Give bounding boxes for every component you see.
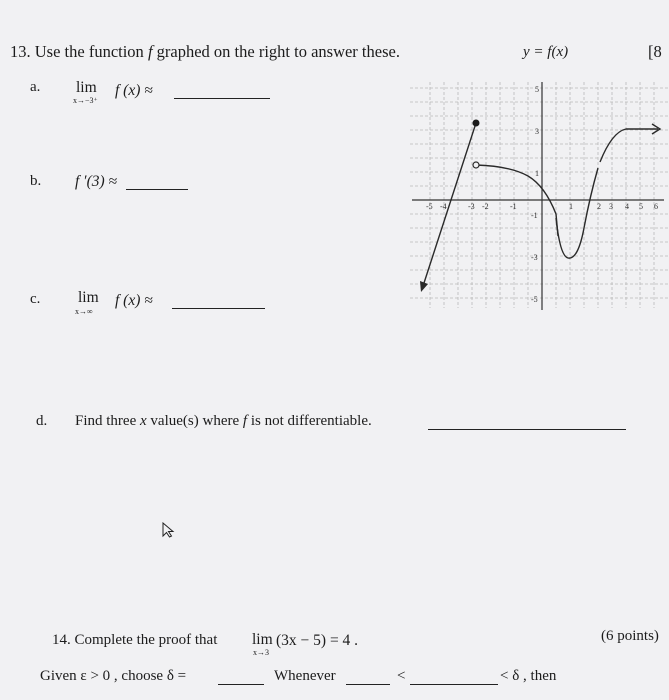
x-tick-label: 4 bbox=[625, 202, 629, 211]
answer-blank-d[interactable] bbox=[428, 429, 626, 430]
curve-right bbox=[600, 129, 658, 162]
curve-dip bbox=[556, 168, 598, 258]
q14-expr: (3x − 5) = 4 . bbox=[276, 632, 359, 649]
part-d-pre: Find three bbox=[75, 413, 140, 429]
part-c-lim: lim bbox=[78, 289, 99, 306]
question-14-prompt: 14. Complete the proof that bbox=[52, 632, 218, 648]
x-tick-label: 3 bbox=[609, 202, 613, 211]
part-a-expr: f (x) ≈ bbox=[115, 82, 153, 99]
x-tick-label: -1 bbox=[510, 202, 517, 211]
graph-grid bbox=[410, 82, 668, 308]
part-d-x: x bbox=[140, 413, 147, 429]
question-number: 13. bbox=[10, 42, 31, 61]
y-tick-label: -1 bbox=[531, 211, 538, 220]
q14-given: Given ε > 0 , choose δ = bbox=[40, 668, 187, 684]
answer-blank-whenever-right[interactable] bbox=[410, 684, 498, 685]
curve-f bbox=[420, 123, 660, 292]
part-d-label: d. bbox=[36, 413, 48, 429]
part-d-f: f bbox=[242, 413, 248, 429]
question-13-prompt bbox=[10, 42, 400, 62]
prompt-pre: Use the function bbox=[34, 42, 148, 61]
q14-lt: < bbox=[397, 668, 406, 684]
answer-blank-c[interactable] bbox=[172, 308, 265, 309]
part-a-label: a. bbox=[30, 79, 41, 95]
y-tick-label: 5 bbox=[535, 85, 539, 94]
x-tick-label: -5 bbox=[426, 202, 433, 211]
q14-end: < δ , then bbox=[500, 668, 557, 684]
x-tick-label: 2 bbox=[597, 202, 601, 211]
y-tick-label: 1 bbox=[535, 169, 539, 178]
part-c-expr: f (x) ≈ bbox=[115, 292, 153, 309]
q14-lim-sub: x→3 bbox=[253, 648, 269, 657]
x-tick-label: -2 bbox=[482, 202, 489, 211]
open-point bbox=[473, 162, 479, 168]
part-c-label: c. bbox=[30, 291, 41, 307]
part-a-lim: lim bbox=[76, 79, 97, 96]
prompt-post: graphed on the right to answer these. bbox=[152, 42, 400, 61]
answer-blank-delta[interactable] bbox=[218, 684, 264, 685]
x-tick-label: -4 bbox=[440, 202, 447, 211]
mouse-cursor-icon bbox=[162, 522, 176, 538]
part-d-post: is not differentiable. bbox=[247, 413, 372, 429]
curve-left-arrow bbox=[420, 281, 428, 292]
points-label-cut: [8 bbox=[648, 42, 662, 61]
part-c-lim-sub: x→∞ bbox=[75, 307, 93, 316]
x-tick-label: 1 bbox=[569, 202, 573, 211]
q14-lim: lim bbox=[252, 631, 273, 648]
x-tick-label: -3 bbox=[468, 202, 475, 211]
part-b-label: b. bbox=[30, 173, 42, 189]
part-d-text bbox=[75, 413, 372, 430]
answer-blank-b[interactable] bbox=[126, 189, 188, 190]
answer-blank-a[interactable] bbox=[174, 98, 270, 99]
x-tick-label: 6 bbox=[654, 202, 658, 211]
part-a-lim-sub: x→−3⁺ bbox=[73, 96, 98, 105]
prompt-f: f bbox=[147, 42, 153, 61]
q14-whenever: Whenever bbox=[274, 668, 336, 684]
graph-title: y = f(x) bbox=[523, 44, 569, 60]
y-tick-label: 3 bbox=[535, 127, 539, 136]
part-d-mid: value(s) where bbox=[146, 413, 243, 429]
y-tick-label: -3 bbox=[531, 253, 538, 262]
function-graph bbox=[410, 78, 668, 312]
y-tick-label: -5 bbox=[531, 295, 538, 304]
closed-point bbox=[473, 120, 480, 127]
q14-points: (6 points) bbox=[601, 628, 659, 644]
part-b-expr: f ′(3) ≈ bbox=[75, 173, 118, 190]
x-tick-label: 5 bbox=[639, 202, 643, 211]
answer-blank-whenever-left[interactable] bbox=[346, 684, 390, 685]
y-tick-labels bbox=[531, 85, 539, 304]
